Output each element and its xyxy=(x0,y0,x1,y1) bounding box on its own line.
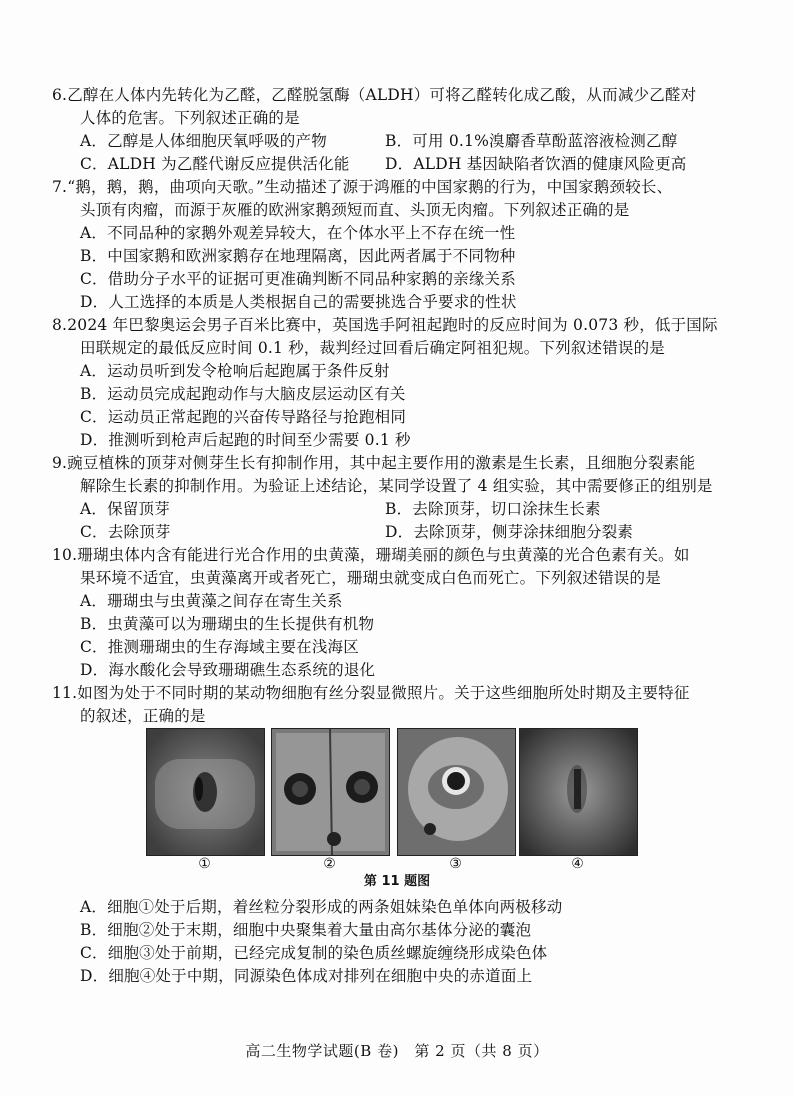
question-10-stem-line-2: 果环境不适宜，虫黄藻离开或者死亡，珊瑚虫就变成白色而死亡。下列叙述错误的是 xyxy=(80,569,661,587)
question-6-options-row-2 xyxy=(52,153,772,176)
option-c[interactable]: C．推测珊瑚虫的生存海域主要在浅海区 xyxy=(80,638,359,656)
option-a[interactable]: A．细胞①处于后期，着丝粒分裂形成的两条姐妹染色单体向两极移动 xyxy=(80,898,563,916)
question-10-stem-line-1: 10.珊瑚虫体内含有能进行光合作用的虫黄藻，珊瑚美丽的颜色与虫黄藻的光合色素有关。如 xyxy=(52,546,690,564)
option-d[interactable]: D．ALDH 基因缺陷者饮酒的健康风险更高 xyxy=(385,155,687,173)
option-d[interactable]: D．人工选择的本质是人类根据自己的需要挑选合乎要求的性状 xyxy=(80,293,517,311)
question-9-options-row-1 xyxy=(52,498,772,521)
question-8-stem-line-1: 8.2024 年巴黎奥运会男子百米比赛中，英国选手阿祖起跑时的反应时间为 0.073 秒，低于国际 xyxy=(52,316,718,334)
option-a[interactable]: A．运动员听到发令枪响后起跑属于条件反射 xyxy=(80,362,390,380)
question-10 xyxy=(52,544,772,682)
micrograph-4 xyxy=(519,728,638,856)
question-6 xyxy=(52,84,772,176)
question-8-stem-line-2: 田联规定的最低反应时间 0.1 秒，裁判经过回看后确定阿祖犯规。下列叙述错误的是 xyxy=(80,339,666,357)
option-c[interactable]: C．ALDH 为乙醛代谢反应提供活化能 xyxy=(80,155,350,173)
figure-label-1: ① xyxy=(198,856,211,872)
option-c[interactable]: C．运动员正常起跑的兴奋传导路径与抢跑相同 xyxy=(80,408,407,426)
option-d[interactable]: D．海水酸化会导致珊瑚礁生态系统的退化 xyxy=(80,661,376,679)
figure-caption: 第 11 题图 xyxy=(363,874,431,889)
option-a[interactable]: A．乙醇是人体细胞厌氧呼吸的产物 xyxy=(80,132,327,150)
option-c[interactable]: C．去除顶芽 xyxy=(80,523,171,541)
option-c[interactable]: C．细胞③处于前期，已经完成复制的染色质丝螺旋缠绕形成染色体 xyxy=(80,944,548,962)
figure-label-4: ④ xyxy=(571,856,584,872)
page-footer: 高二生物学试题(B 卷) 第 2 页（共 8 页） xyxy=(245,1042,549,1060)
question-6-options-row-1 xyxy=(52,130,772,153)
option-b[interactable]: B．中国家鹅和欧洲家鹅存在地理隔离，因此两者属于不同物种 xyxy=(80,247,516,265)
question-9-options-row-2 xyxy=(52,521,772,544)
question-7-stem-line-2: 头顶有肉瘤，而源于灰雁的欧洲家鹅颈短而直、头顶无肉瘤。下列叙述正确的是 xyxy=(80,201,630,219)
question-9-stem-line-1: 9.豌豆植株的顶芽对侧芽生长有抑制作用，其中起主要作用的激素是生长素，且细胞分裂素能 xyxy=(52,454,696,472)
question-6-stem-line-1: 6.乙醇在人体内先转化为乙醛，乙醛脱氢酶（ALDH）可将乙醛转化成乙酸，从而减少乙醛对 xyxy=(52,86,697,104)
figure-label-3: ③ xyxy=(449,856,462,872)
question-8 xyxy=(52,314,772,452)
micrograph-1 xyxy=(146,728,265,856)
micrograph-2 xyxy=(271,728,390,856)
option-a[interactable]: A．保留顶芽 xyxy=(80,500,170,518)
option-c[interactable]: C．借助分子水平的证据可更准确判断不同品种家鹅的亲缘关系 xyxy=(80,270,516,288)
option-d[interactable]: D．细胞④处于中期，同源染色体成对排列在细胞中央的赤道面上 xyxy=(80,967,533,985)
option-b[interactable]: B．虫黄藻可以为珊瑚虫的生长提供有机物 xyxy=(80,615,375,633)
option-b[interactable]: B．运动员完成起跑动作与大脑皮层运动区有关 xyxy=(80,385,406,403)
question-11-options xyxy=(52,896,772,988)
question-7-stem-line-1: 7.“鹅，鹅，鹅，曲项向天歌。”生动描述了源于鸿雁的中国家鹅的行为，中国家鹅颈较长、 xyxy=(52,178,673,196)
option-b[interactable]: B．可用 0.1%溴麝香草酚蓝溶液检测乙醇 xyxy=(385,132,678,150)
question-11-stem-line-1: 11.如图为处于不同时期的某动物细胞有丝分裂显微照片。关于这些细胞所处时期及主要特征 xyxy=(52,684,690,702)
option-b[interactable]: B．细胞②处于末期，细胞中央聚集着大量由高尔基体分泌的囊泡 xyxy=(80,921,532,939)
question-11 xyxy=(52,682,772,728)
question-9 xyxy=(52,452,772,544)
option-a[interactable]: A．珊瑚虫与虫黄藻之间存在寄生关系 xyxy=(80,592,343,610)
question-11-stem-line-2: 的叙述，正确的是 xyxy=(80,707,206,725)
option-a[interactable]: A．不同品种的家鹅外观差异较大，在个体水平上不存在统一性 xyxy=(80,224,516,242)
question-6-stem-line-2: 人体的危害。下列叙述正确的是 xyxy=(80,109,300,127)
question-11-figure xyxy=(146,728,636,872)
figure-label-2: ② xyxy=(323,856,336,872)
option-d[interactable]: D．去除顶芽，侧芽涂抹细胞分裂素 xyxy=(385,523,634,541)
question-7 xyxy=(52,176,772,314)
option-b[interactable]: B．去除顶芽，切口涂抹生长素 xyxy=(385,500,601,518)
micrograph-3 xyxy=(397,728,516,856)
question-9-stem-line-2: 解除生长素的抑制作用。为验证上述结论，某同学设置了 4 组实验，其中需要修正的组别是 xyxy=(80,477,713,495)
option-d[interactable]: D．推测听到枪声后起跑的时间至少需要 0.1 秒 xyxy=(80,431,411,449)
